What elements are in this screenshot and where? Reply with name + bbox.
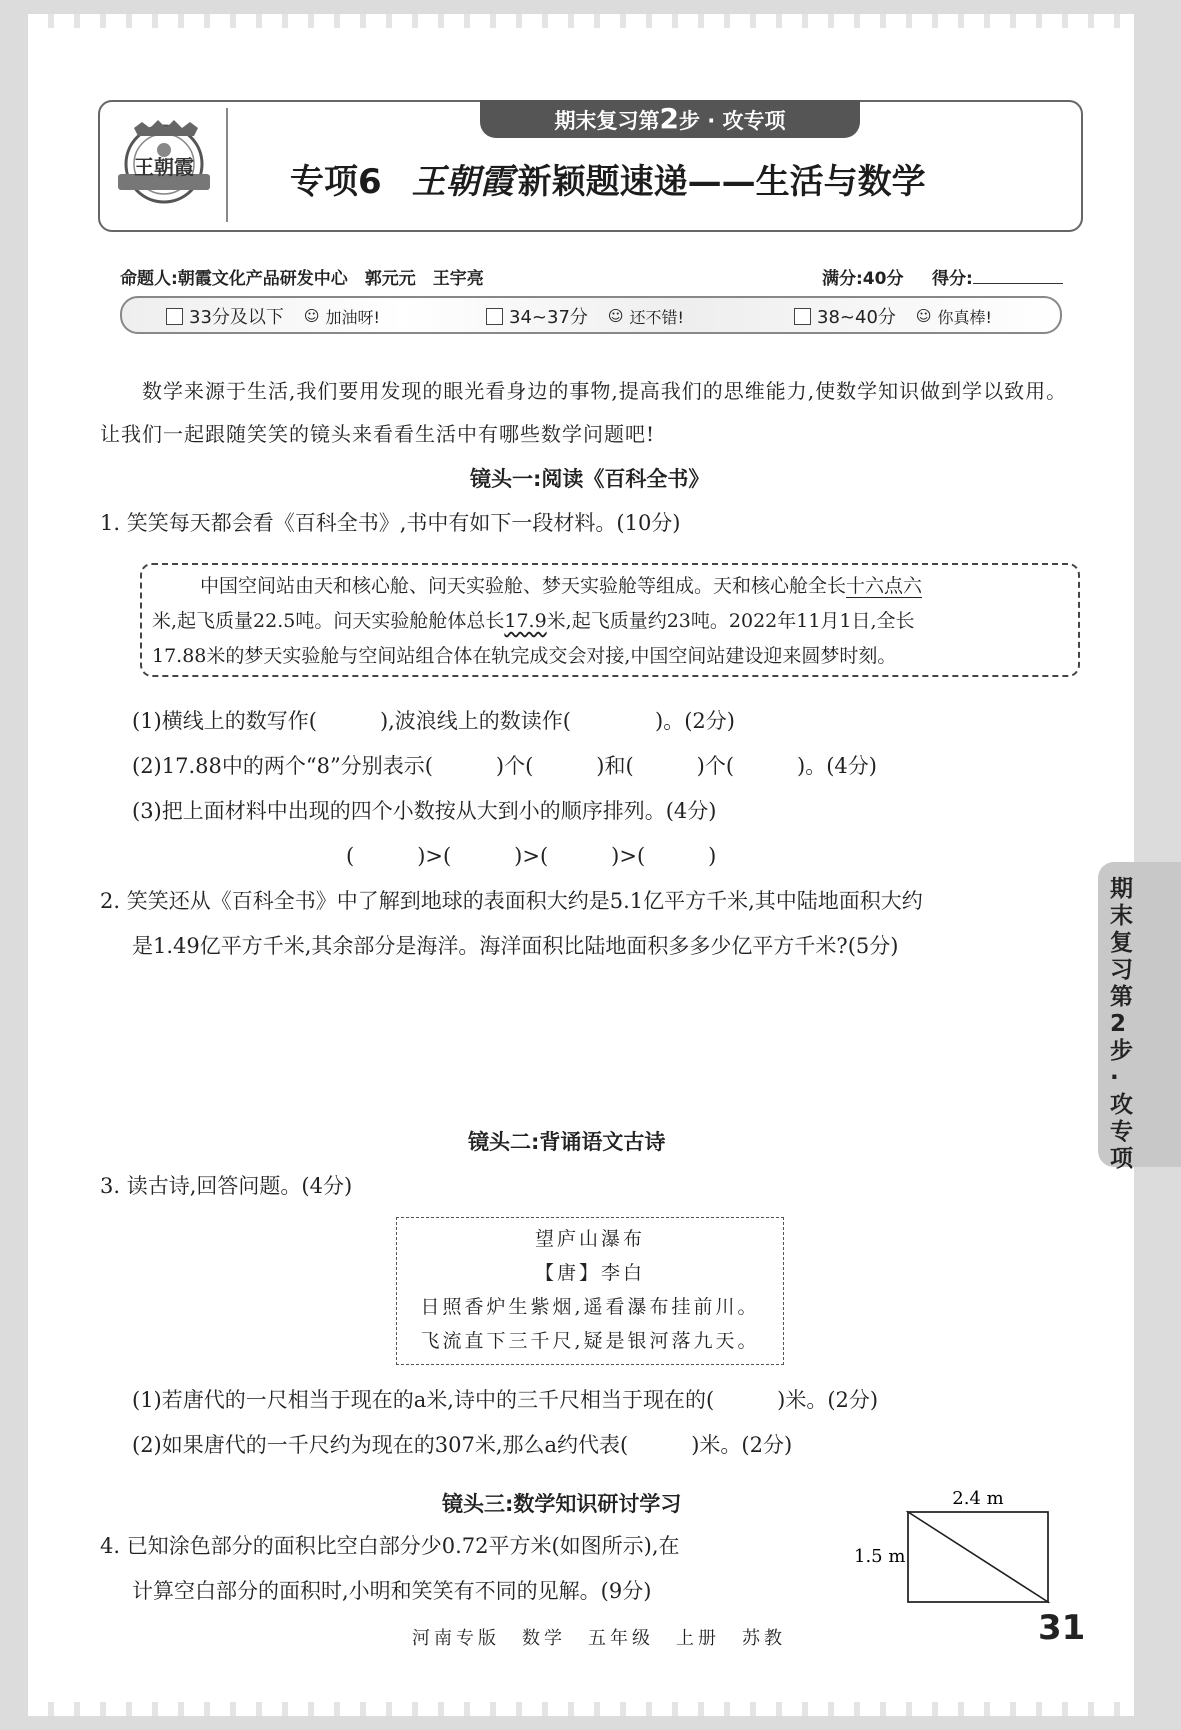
section-heading-2: 镜头二:背诵语文古诗 xyxy=(468,1130,666,1154)
header-panel xyxy=(98,100,1083,232)
smiley-icon: ☺ xyxy=(915,307,932,325)
score-field[interactable]: 得分: xyxy=(932,264,1063,289)
question-4-line-1: 4. 已知涂色部分的面积比空白部分少0.72平方米(如图所示),在 xyxy=(100,1534,680,1558)
figure-width-label: 2.4 m xyxy=(952,1488,1004,1509)
question-2-line-1: 2. 笑笑还从《百科全书》中了解到地球的表面积大约是5.1亿平方千米,其中陆地面积大约 xyxy=(100,889,923,913)
rectangle-figure xyxy=(850,1486,1060,1604)
question-3-part-1: (1)若唐代的一尺相当于现在的a米,诗中的三千尺相当于现在的( )米。(2分) xyxy=(132,1388,879,1412)
wavy-underlined-number: 17.9 xyxy=(504,610,547,632)
smiley-icon: ☺ xyxy=(607,307,624,325)
intro-paragraph: 数学来源于生活,我们要用发现的眼光看身边的事物,提高我们的思维能力,使数学知识做到学以致用。让我们一起跟随笑笑的镜头来看看生活中有哪些数学问题吧! xyxy=(100,379,1068,446)
checkbox-icon[interactable] xyxy=(794,308,811,325)
question-2-line-2: 是1.49亿平方千米,其余部分是海洋。海洋面积比陆地面积多多少亿平方千米?(5分) xyxy=(132,934,899,958)
question-1-part-3: (3)把上面材料中出现的四个小数按从大到小的顺序排列。(4分) xyxy=(132,799,717,823)
logo-text: 王朝霞 xyxy=(134,155,194,179)
header-divider xyxy=(226,108,228,222)
page-title: 专项6 王朝霞 新颖题速递——生活与数学 xyxy=(290,162,926,202)
checkbox-icon[interactable] xyxy=(166,308,183,325)
underlined-number: 十六点六 xyxy=(846,575,923,597)
order-answer-blanks[interactable]: ( )>( )>( )>( ) xyxy=(346,844,717,868)
full-score: 满分:40分 xyxy=(822,269,904,289)
section-heading-3: 镜头三:数学知识研讨学习 xyxy=(442,1492,682,1516)
material-box: 中国空间站由天和核心舱、问天实验舱、梦天实验舱等组成。天和核心舱全长十六点六 米,起飞质量22.5吨。问天实验舱舱体总长17.9米,起飞质量约23吨。2022年11月1日,全长 17.88米的梦天实验舱与空间站组合体在轨完成交会对接,中国空间站建设迎来圆梦时刻。 xyxy=(140,563,1080,677)
side-tab: 期末复习第2步·攻专项 xyxy=(1098,862,1181,1167)
question-3-stem: 3. 读古诗,回答问题。(4分) xyxy=(100,1174,353,1198)
poem-line: 日照香炉生紫烟,遥看瀑布挂前川。 xyxy=(420,1296,760,1318)
question-1-part-2: (2)17.88中的两个“8”分别表示( )个( )和( )个( )。(4分) xyxy=(132,754,877,778)
footer-text: 河南专版 数学 五年级 上册 苏教 xyxy=(412,1628,786,1649)
score-option-1[interactable]: 33分及以下 ☺ 加油呀! xyxy=(166,303,380,329)
smiley-icon: ☺ xyxy=(303,307,320,325)
score-rating-bar xyxy=(120,296,1062,334)
question-3-part-2: (2)如果唐代的一千尺约为现在的307米,那么a约代表( )米。(2分) xyxy=(132,1433,793,1457)
question-1-part-1: (1)横线上的数写作( ),波浪线上的数读作( )。(2分) xyxy=(132,709,735,733)
poem-author: 【唐】李白 xyxy=(534,1262,645,1284)
step-badge: 期末复习第2步 · 攻专项 xyxy=(480,100,860,138)
question-4-line-2: 计算空白部分的面积时,小明和笑笑有不同的见解。(9分) xyxy=(132,1579,652,1603)
question-1-stem: 1. 笑笑每天都会看《百科全书》,书中有如下一段材料。(10分) xyxy=(100,511,681,535)
section-heading-1: 镜头一:阅读《百科全书》 xyxy=(470,467,710,491)
poem-title: 望庐山瀑布 xyxy=(534,1228,645,1250)
brand-logo-icon xyxy=(116,112,212,212)
score-option-3[interactable]: 38~40分 ☺ 你真棒! xyxy=(794,303,992,329)
checkbox-icon[interactable] xyxy=(486,308,503,325)
page-number: 31 xyxy=(1038,1608,1086,1648)
score-option-2[interactable]: 34~37分 ☺ 还不错! xyxy=(486,303,684,329)
answer-area[interactable] xyxy=(132,980,1072,1100)
authors: 命题人:朝霞文化产品研发中心 郭元元 王宇亮 xyxy=(120,269,484,289)
poem-line: 飞流直下三千尺,疑是银河落九天。 xyxy=(420,1330,760,1352)
figure-height-label: 1.5 m xyxy=(854,1546,906,1567)
poem-box xyxy=(396,1217,784,1365)
